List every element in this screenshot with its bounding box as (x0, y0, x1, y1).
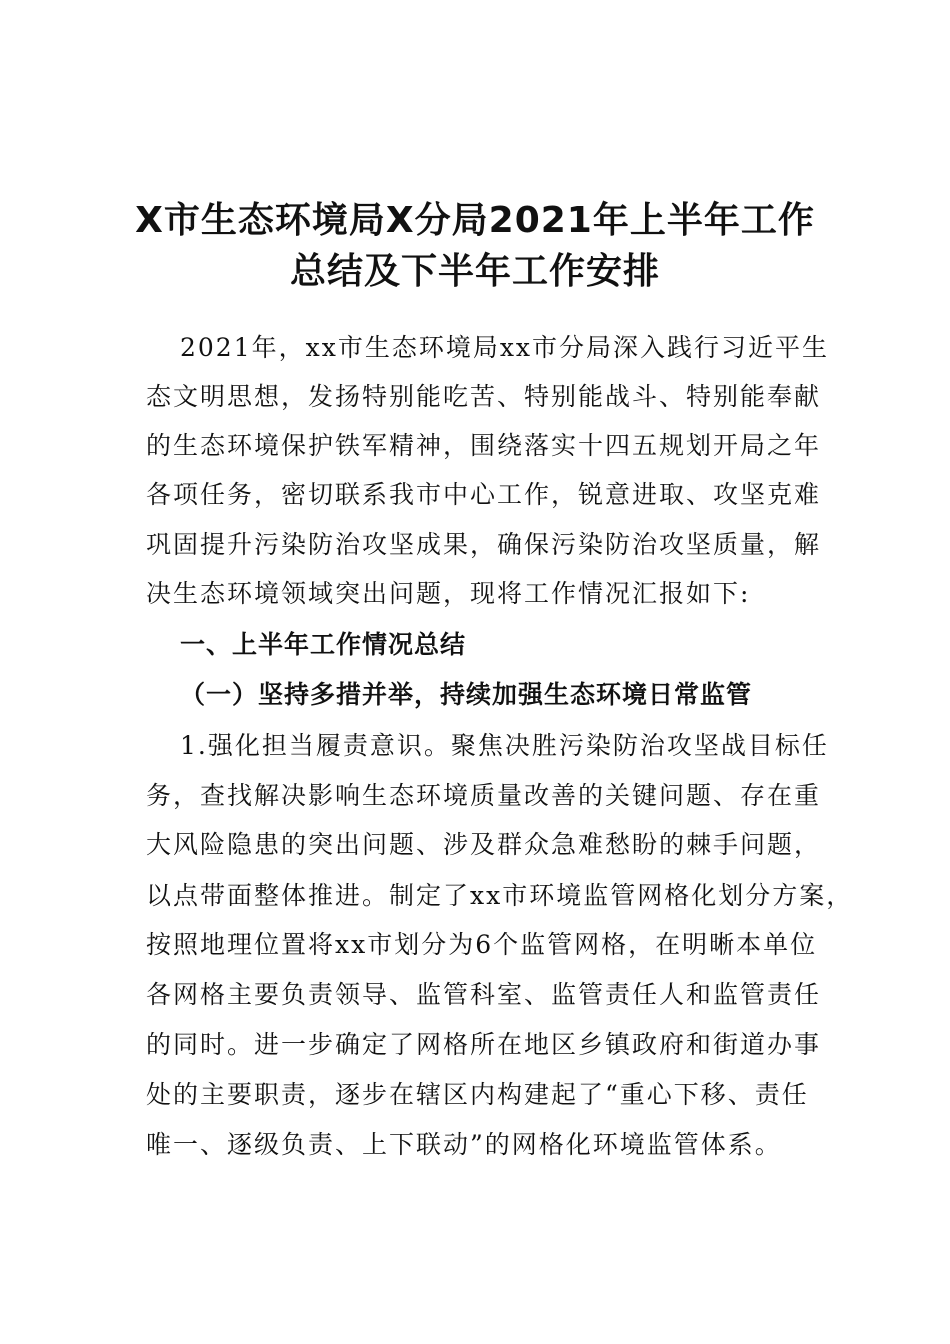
section-heading: 一、上半年工作情况总结 (180, 630, 467, 659)
item-paragraph-line: 处的主要职责，逐步在辖区内构建起了“重心下移、责任 (146, 1080, 809, 1109)
intro-paragraph-line: 的生态环境保护铁军精神，围绕落实十四五规划开局之年 (146, 431, 822, 460)
subsection-heading: （一）坚持多措并举，持续加强生态环境日常监管 (180, 680, 753, 709)
intro-paragraph-line: 态文明思想，发扬特别能吃苦、特别能战斗、特别能奉献 (146, 382, 822, 411)
document-title-line-1: X市生态环境局X分局2021年上半年工作 (135, 200, 815, 241)
item-paragraph-line: 按照地理位置将xx市划分为6个监管网格，在明晰本单位 (146, 930, 818, 959)
document-title-line-2: 总结及下半年工作安排 (289, 251, 660, 292)
item-paragraph-line: 各网格主要负责领导、监管科室、监管责任人和监管责任 (146, 980, 822, 1009)
intro-paragraph-line: 巩固提升污染防治攻坚成果，确保污染防治攻坚质量，解 (146, 530, 822, 559)
intro-paragraph-line: 2021年，xx市生态环境局xx市分局深入践行习近平生 (180, 333, 830, 362)
item-paragraph-line: 1.强化担当履责意识。聚焦决胜污染防治攻坚战目标任 (180, 731, 829, 760)
intro-paragraph-line: 各项任务，密切联系我市中心工作，锐意进取、攻坚克难 (146, 480, 822, 509)
item-paragraph-line: 务，查找解决影响生态环境质量改善的关键问题、存在重 (146, 781, 822, 810)
item-paragraph-line: 唯一、逐级负责、上下联动”的网格化环境监管体系。 (146, 1130, 782, 1159)
item-paragraph-line: 以点带面整体推进。制定了xx市环境监管网格化划分方案， (146, 881, 854, 910)
item-paragraph-line: 大风险隐患的突出问题、涉及群众急难愁盼的棘手问题， (146, 830, 822, 859)
intro-paragraph-line: 决生态环境领域突出问题，现将工作情况汇报如下: (146, 579, 751, 608)
item-paragraph-line: 的同时。进一步确定了网格所在地区乡镇政府和街道办事 (146, 1030, 822, 1059)
